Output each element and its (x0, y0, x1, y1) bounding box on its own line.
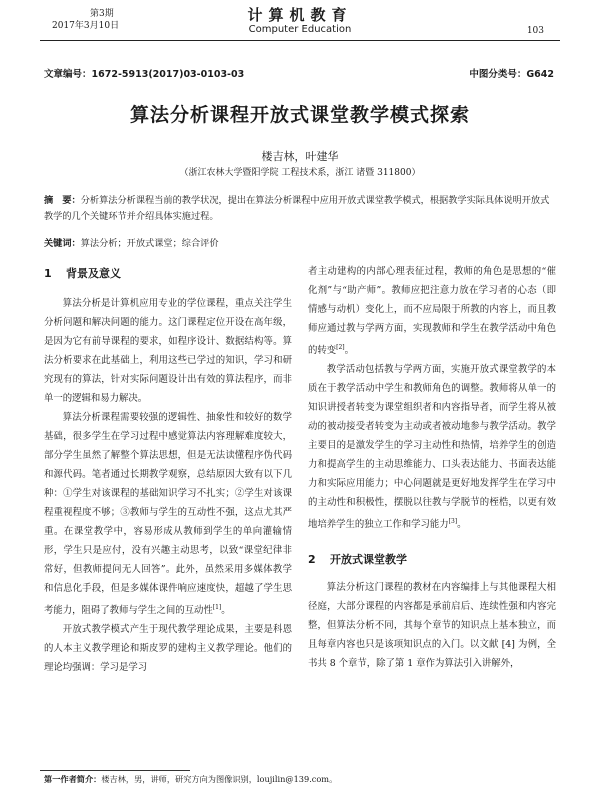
paragraph: 算法分析是计算机应用专业的学位课程，重点关注学生分析问题和解决问题的能力。这门课程定位开设在高年级，是因为它有前导课程的要求，如程序设计、数据结构等。算法分析要求在此基础上，利用这些已学过的知识，学习和研究现有的算法，针对实际问题设计出有效的算法程序，而非单一的逻辑和易力解决。 (44, 298, 292, 404)
paragraph (308, 360, 556, 534)
paragraph-end: 。 (344, 345, 355, 357)
journal-title-en: Computer Education (248, 24, 352, 35)
journal-title-cn: 计算机教育 (247, 6, 353, 24)
section-number: 1 (44, 267, 52, 280)
paragraph-end: 。 (457, 519, 467, 531)
abstract (44, 193, 554, 225)
citation: [3] (448, 518, 458, 526)
citation: [2] (336, 344, 345, 351)
section-title: 背景及意义 (66, 267, 121, 280)
page-number: 103 (526, 26, 544, 36)
paper-authors: 楼吉林，叶建华 (261, 150, 339, 163)
keywords (44, 235, 554, 249)
issue-number: 第3期 (90, 9, 114, 19)
article-number: 文章编号：1672-5913(2017)03-0103-03 (44, 69, 245, 80)
section-heading-1 (44, 264, 292, 284)
classification-number: 中图分类号：G642 (469, 69, 554, 80)
paragraph-text: 教学活动包括教与学两方面，实施开放式课堂教学的本质在于教学活动中学生和教师角色的调整。教师将从单一的知识讲授者转变为课堂组织者和内容指导者，而学生将从被动的被动接受者转变为主动或者被动地参与教学活动。教学主要目的是激发学生的学习主动性和热情，培养学生的创造力和提高学生的主动思维能力、口头表达能力、书面表达能力和实际应用能力；中心问题就是更好地发挥学生在学习中的主动性和积极性，摆脱以往教与学脱节的桎梏，以更有效地培养学生的独立工作和学习能力 (308, 364, 556, 531)
footnote-text: 楼吉林，男，讲师，研究方向为图像识别，loujilin@139.com。 (101, 774, 338, 784)
paragraph: 算法分析这门课程的教材在内容编排上与其他课程大相径庭，大部分课程的内容都是承前启后、连续性强和内容完整，但算法分析不同，其每个章节的知识点上基本独立，而且每章内容也只是该项知识点的入门。以文献 [4] 为例，全书共 8 个章节，除了第 1 章作为算法引入讲解外， (308, 582, 556, 670)
paper-title: 算法分析课程开放式课堂教学模式探索 (129, 104, 470, 126)
issue-date: 2017年3月10日 (52, 21, 120, 31)
abstract-text: 分析算法分析课程当前的教学状况，提出在算法分析课程中应用开放式课堂教学模式，根据教学实际具体说明开放式教学的几个关键环节并介绍具体实施过程。 (44, 195, 550, 222)
abstract-label: 摘 要： (44, 195, 81, 206)
paragraph-text: 者主动建构的内部心理表征过程，教师的角色是思想的“催化剂”与“助产师”。教师应把注意力放在学习者的心态（即情感与动机）变化上，而不应局限于所教的内容上，而且教师应通过教与学两方面，实现教师和学生在教学活动中角色的转变 (308, 266, 556, 357)
body-column-left (44, 262, 292, 677)
section-number: 2 (308, 553, 316, 567)
body-column-right (308, 262, 556, 673)
journal-masthead (0, 6, 600, 36)
paragraph (44, 408, 292, 620)
citation: [1] (212, 604, 222, 611)
header-rule (40, 40, 560, 41)
paragraph-end: 。 (221, 605, 231, 617)
footnote-label: 第一作者简介： (44, 774, 102, 784)
keywords-label: 关键词： (44, 238, 81, 249)
section-heading-2 (308, 550, 556, 570)
section-title: 开放式课堂教学 (330, 553, 407, 567)
paragraph-text: 算法分析课程需要较强的逻辑性、抽象性和较好的数学基础，很多学生在学习过程中感觉算法内容理解难度较大，部分学生虽然了解整个算法思想，但是无法读懂程序伪代码和源代码。笔者通过长期教学观察，总结原因大致有以下几种：①学生对该课程的基础知识学习不扎实；②学生对该课程重视程度不够；③教师与学生的互动性不强，这点尤其严重。在课堂教学中，容易形成从教师到学生的单向灌输情形，学生只是应付，没有兴趣主动思考，以致“课堂纪律非常好，但教师提问无人回答”。此外，虽然采用多媒体教学和信息化手段，但是多媒体课件响应速度快，超越了学生思考能力，阻碍了教师与学生之间的互动性 (44, 412, 292, 617)
paragraph: 开放式教学模式产生于现代教学理论成果，主要是科恩的人本主义教学理论和斯皮罗的建构主义教学理论。他们的理论均强调：学习是学习 (44, 624, 292, 674)
keywords-text: 算法分析；开放式课堂；综合评价 (80, 238, 219, 249)
footnote-rule (40, 770, 190, 771)
author-footnote (44, 774, 337, 785)
paragraph (308, 262, 556, 360)
author-affiliation: （浙江农林大学暨阳学院 工程技术系，浙江 诸暨 311800） (179, 168, 421, 178)
